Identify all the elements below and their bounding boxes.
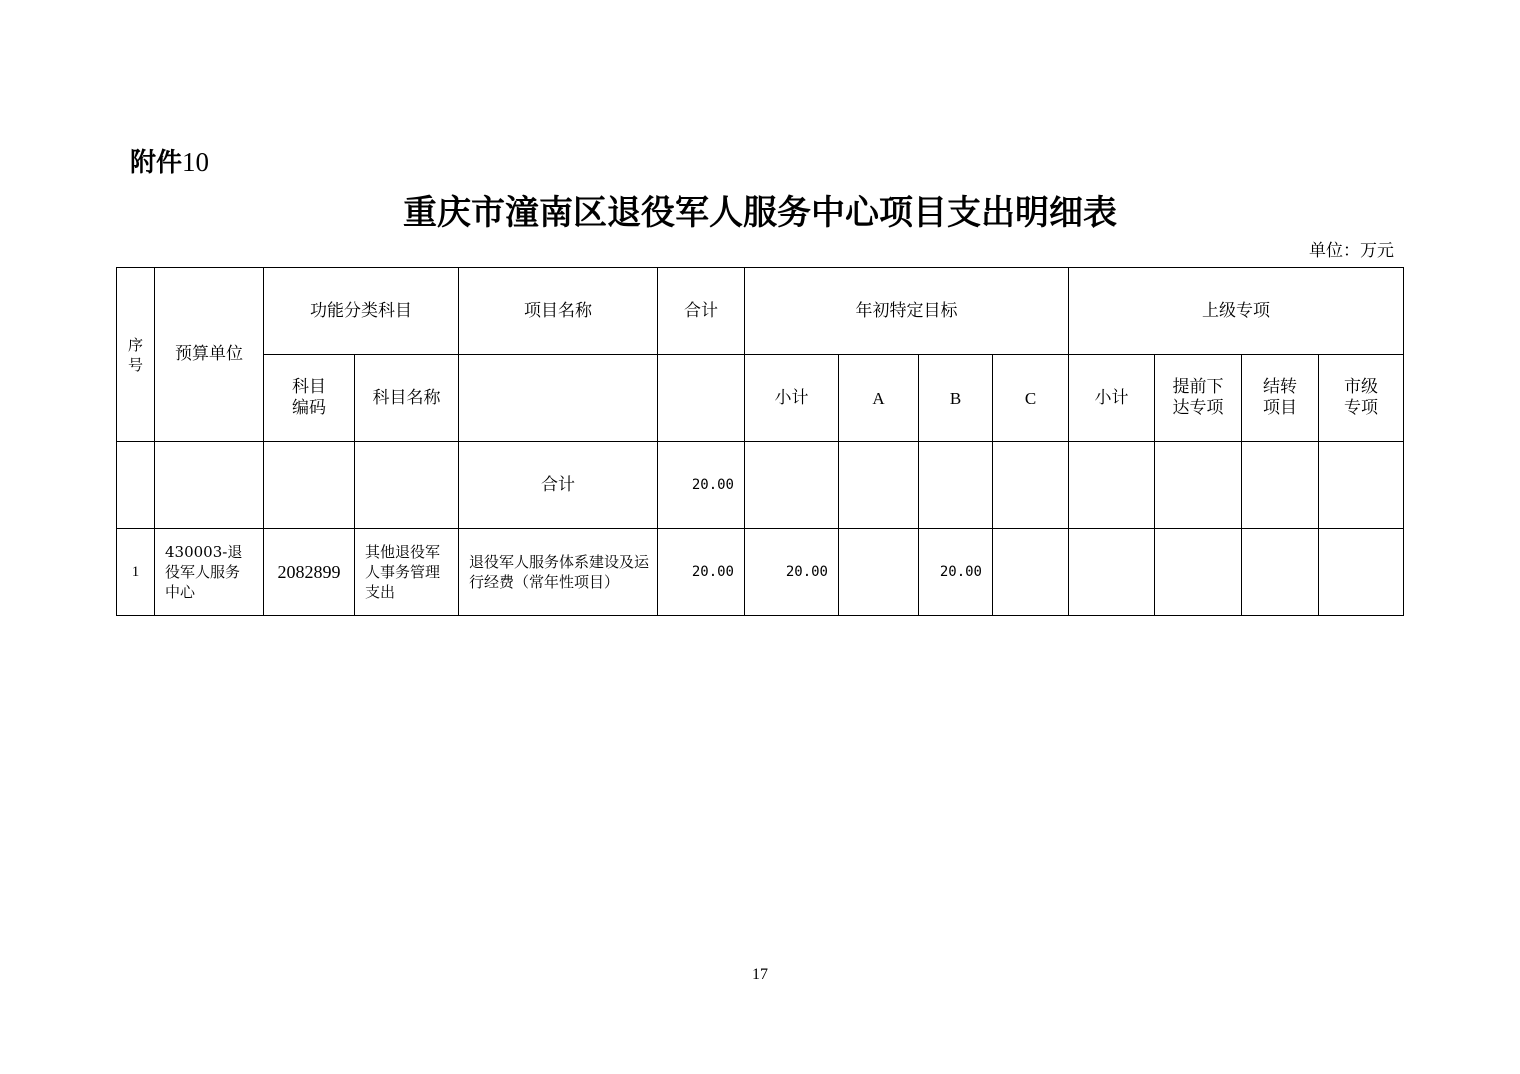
- total-row: [117, 442, 1404, 529]
- row-total: 20.00: [658, 529, 745, 616]
- header-row-1: [117, 268, 1404, 355]
- header-subject-code: 科目编码: [264, 355, 355, 442]
- row-yt-a: [839, 529, 919, 616]
- row-sup-carryover: [1242, 529, 1319, 616]
- total-row-label: 合计: [459, 442, 658, 529]
- total-cell-sup-subtotal: [1069, 442, 1155, 529]
- total-cell-sup-advance: [1155, 442, 1242, 529]
- total-cell-code: [264, 442, 355, 529]
- header-sup-city: 市级专项: [1319, 355, 1404, 442]
- header-subject-name: 科目名称: [355, 355, 459, 442]
- header-total: 合计: [658, 268, 745, 355]
- total-cell-yt-b: [919, 442, 993, 529]
- header-yt-c: C: [993, 355, 1069, 442]
- header-total-empty: [658, 355, 745, 442]
- header-superior: 上级专项: [1069, 268, 1404, 355]
- total-cell-yt-a: [839, 442, 919, 529]
- header-sup-advance: 提前下达专项: [1155, 355, 1242, 442]
- row-yt-b: 20.00: [919, 529, 993, 616]
- page-number: 17: [752, 966, 768, 983]
- total-cell-seq: [117, 442, 155, 529]
- row-subject-code: 2082899: [264, 529, 355, 616]
- row-sup-city: [1319, 529, 1404, 616]
- total-cell-yt-subtotal: [745, 442, 839, 529]
- total-cell-subject: [355, 442, 459, 529]
- total-cell-sup-carryover: [1242, 442, 1319, 529]
- header-year-targets: 年初特定目标: [745, 268, 1069, 355]
- row-sup-advance: [1155, 529, 1242, 616]
- table-row: [117, 529, 1404, 616]
- row-sup-subtotal: [1069, 529, 1155, 616]
- attachment-number: 10: [182, 147, 210, 177]
- total-cell-yt-c: [993, 442, 1069, 529]
- row-project-name: 退役军人服务体系建设及运行经费（常年性项目）: [459, 529, 658, 616]
- unit-label: 单位：万元: [1309, 241, 1394, 261]
- total-row-total: 20.00: [658, 442, 745, 529]
- attachment-text: 附件: [130, 148, 183, 178]
- header-sup-subtotal: 小计: [1069, 355, 1155, 442]
- page-title: 重庆市潼南区退役军人服务中心项目支出明细表: [403, 193, 1117, 233]
- header-yt-b: B: [919, 355, 993, 442]
- header-yt-a: A: [839, 355, 919, 442]
- header-yt-subtotal: 小计: [745, 355, 839, 442]
- row-seq: 1: [117, 529, 155, 616]
- row-budget-unit: 430003-退役军人服务中心: [155, 529, 264, 616]
- header-project-name-empty: [459, 355, 658, 442]
- row-yt-c: [993, 529, 1069, 616]
- header-project-name: 项目名称: [459, 268, 658, 355]
- row-yt-subtotal: 20.00: [745, 529, 839, 616]
- header-row-2: [117, 355, 1404, 442]
- header-budget-unit: 预算单位: [155, 268, 264, 442]
- expenditure-table: [116, 267, 1404, 616]
- attachment-label: [130, 146, 209, 179]
- header-seq: 序号: [117, 268, 155, 442]
- total-cell-unit: [155, 442, 264, 529]
- header-sup-carryover: 结转项目: [1242, 355, 1319, 442]
- row-subject-name: 其他退役军人事务管理支出: [355, 529, 459, 616]
- total-cell-sup-city: [1319, 442, 1404, 529]
- header-func-category: 功能分类科目: [264, 268, 459, 355]
